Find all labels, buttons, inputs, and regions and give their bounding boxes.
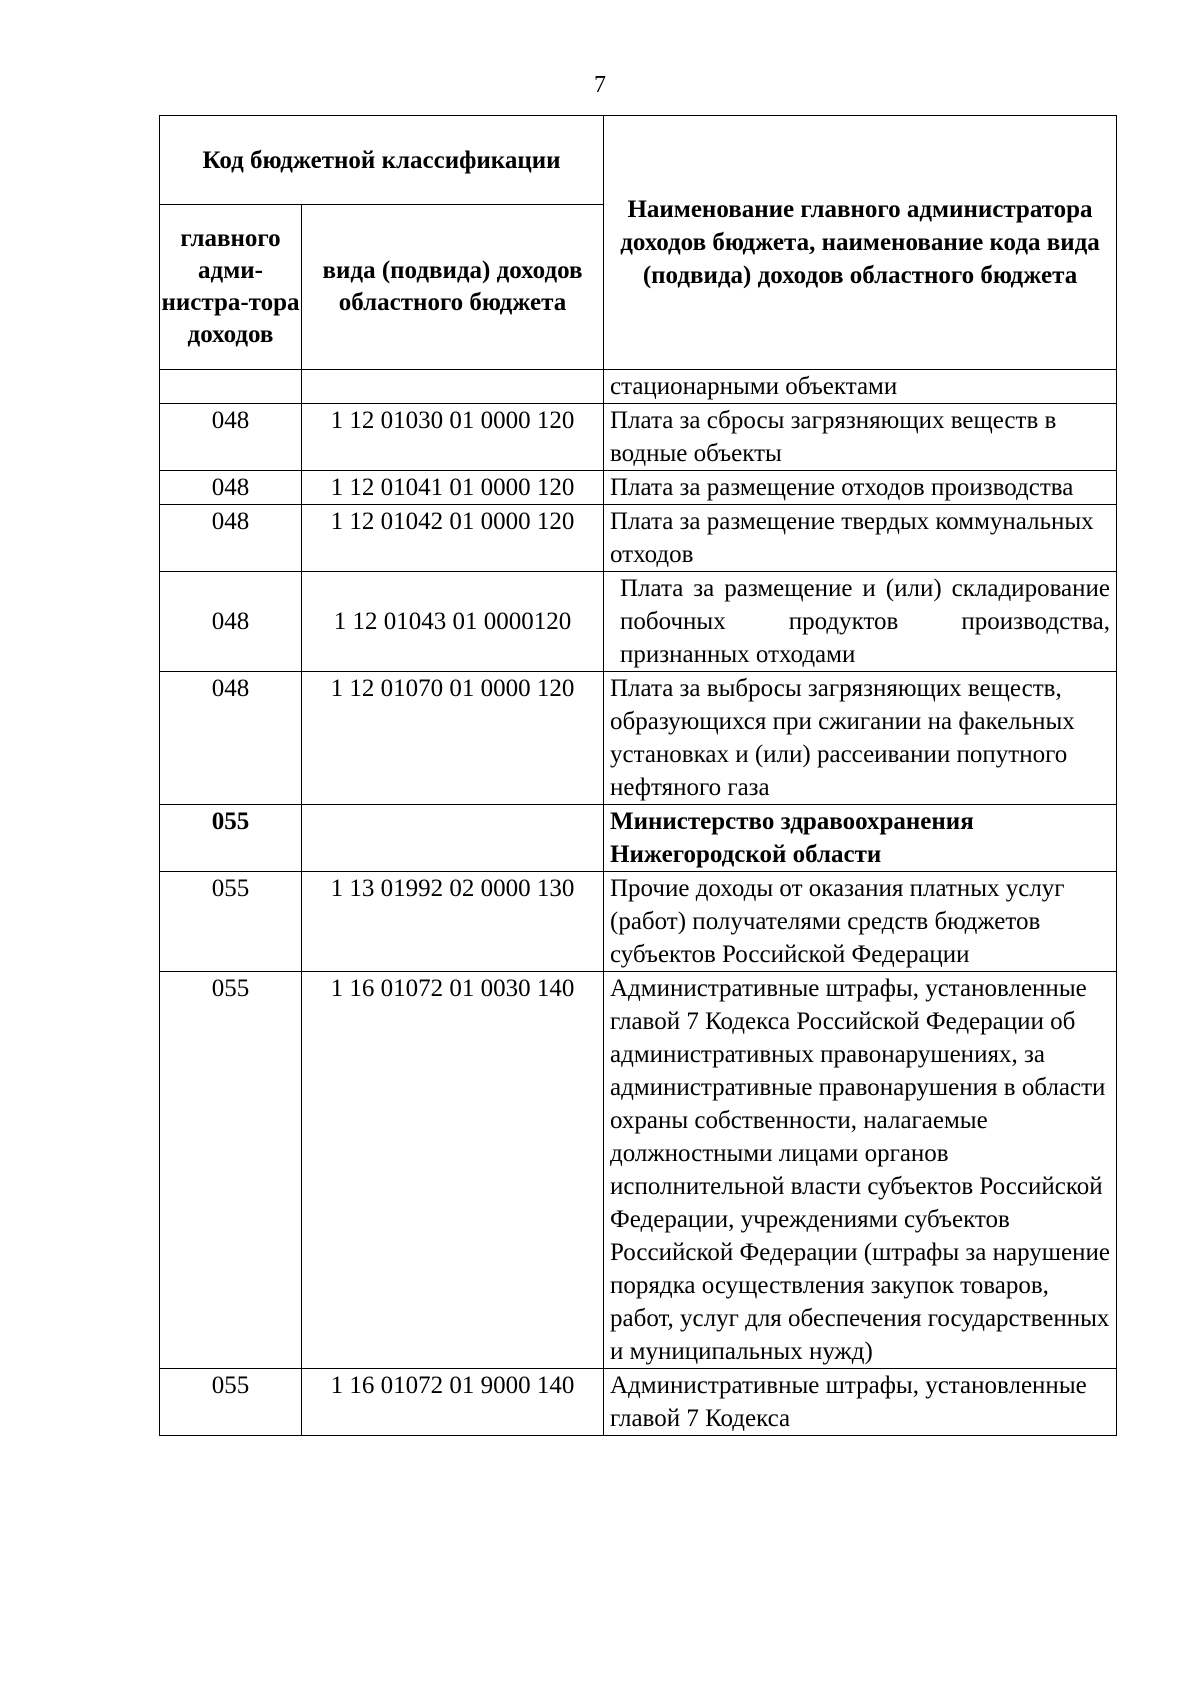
budget-classification-table-wrapper: [159, 115, 1117, 1436]
admin-cell: 055: [160, 972, 302, 1369]
admin-cell: 055: [160, 1369, 302, 1436]
page-number: 7: [594, 72, 606, 98]
code-cell: 1 12 01070 01 0000 120: [302, 672, 604, 805]
code-cell: 1 12 01030 01 0000 120: [302, 404, 604, 471]
table-row: [160, 672, 1117, 805]
table-row: [160, 370, 1117, 404]
code-cell: [302, 805, 604, 872]
name-cell: Министерство здравоохранения Нижегородской области: [604, 805, 1117, 872]
name-cell: Плата за сбросы загрязняющих веществ в водные объекты: [604, 404, 1117, 471]
code-cell: 1 12 01041 01 0000 120: [302, 471, 604, 505]
code-cell: 1 12 01042 01 0000 120: [302, 505, 604, 572]
name-cell: Административные штрафы, установленные главой 7 Кодекса: [604, 1369, 1117, 1436]
name-cell: Плата за размещение твердых коммунальных отходов: [604, 505, 1117, 572]
table-row: [160, 972, 1117, 1369]
name-cell: Прочие доходы от оказания платных услуг (работ) получателями средств бюджетов субъектов Российской Федерации: [604, 872, 1117, 972]
code-cell: 1 12 01043 01 0000120: [302, 572, 604, 672]
name-cell: Плата за размещение отходов производства: [604, 471, 1117, 505]
admin-cell: 048: [160, 471, 302, 505]
table-row: [160, 404, 1117, 471]
admin-cell: 048: [160, 404, 302, 471]
code-cell: 1 16 01072 01 9000 140: [302, 1369, 604, 1436]
header-name: Наименование главного администратора доходов бюджета, наименование кода вида (подвида) доходов областного бюджета: [604, 116, 1117, 370]
admin-cell: 055: [160, 805, 302, 872]
table-row: [160, 1369, 1117, 1436]
name-cell: Плата за выбросы загрязняющих веществ, образующихся при сжигании на факельных установках и (или) рассеивании попутного нефтяного газа: [604, 672, 1117, 805]
admin-cell: 055: [160, 872, 302, 972]
table-row: [160, 505, 1117, 572]
table-row: [160, 471, 1117, 505]
header-code-group: Код бюджетной классификации: [160, 116, 604, 205]
name-cell: Административные штрафы, установленные главой 7 Кодекса Российской Федерации об административных правонарушениях, за административные правонарушения в области охраны собственности, налагаемые должностными лицами органов исполнительной власти субъектов Российской Федерации, учреждениями субъектов Российской Федерации (штрафы за нарушение порядка осуществления закупок товаров, работ, услуг для обеспечения государственных и муниципальных нужд): [604, 972, 1117, 1369]
code-cell: [302, 370, 604, 404]
budget-classification-table: [159, 115, 1117, 1436]
admin-cell: 048: [160, 572, 302, 672]
code-cell: 1 13 01992 02 0000 130: [302, 872, 604, 972]
name-cell: стационарными объектами: [604, 370, 1117, 404]
table-row: [160, 572, 1117, 672]
admin-cell: 048: [160, 505, 302, 572]
admin-cell: 048: [160, 672, 302, 805]
admin-cell: [160, 370, 302, 404]
header-code: вида (подвида) доходов областного бюджета: [302, 205, 604, 370]
header-admin: главного адми-нистра-тора доходов: [160, 205, 302, 370]
table-row-section: [160, 805, 1117, 872]
name-cell: Плата за размещение и (или) складирование побочных продуктов производства, признанных отходами: [604, 572, 1117, 672]
table-row: [160, 872, 1117, 972]
code-cell: 1 16 01072 01 0030 140: [302, 972, 604, 1369]
